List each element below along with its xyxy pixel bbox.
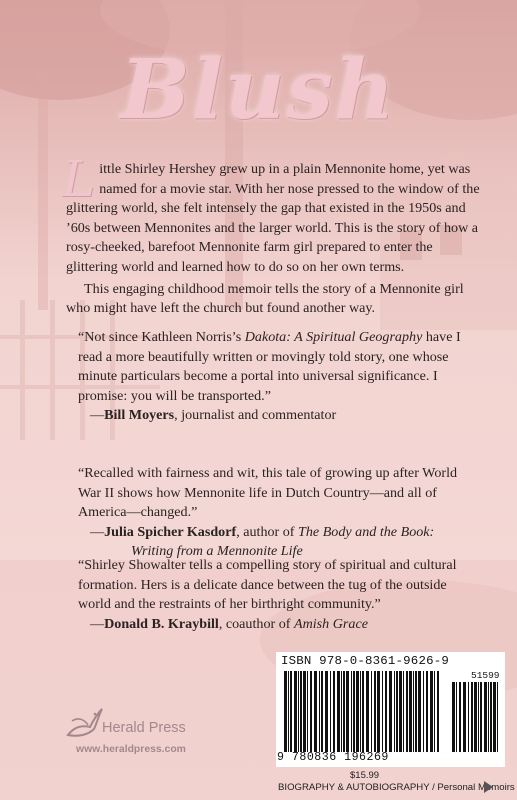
barcode-bar <box>346 671 349 752</box>
barcode-bar <box>406 671 408 752</box>
barcode-bar <box>330 671 331 752</box>
barcode-bar <box>434 671 435 752</box>
barcode-bar <box>493 682 496 752</box>
barcode-bar <box>484 682 487 752</box>
book-category: BIOGRAPHY & AUTOBIOGRAPHY / Personal Memoirs <box>278 782 515 793</box>
dove-icon <box>64 705 104 743</box>
barcode-addon-digits: 51599 <box>471 670 500 681</box>
barcode-bar <box>337 671 340 752</box>
barcode-bar <box>284 671 287 752</box>
endorsement-text: “Shirley Showalter tells a compelling story of spiritual and cultural formation. Hers is a delicate dance between the tug of the outside world and the restraints of her birthright community.” <box>78 557 457 613</box>
barcode-bar <box>290 671 292 752</box>
barcode-bar <box>488 682 489 752</box>
blurb-paragraph-2: This engaging childhood memoir tells the story of a Mennonite girl who might have left the church but found another way. <box>66 280 464 317</box>
barcode-bar <box>360 671 361 752</box>
barcode-bar <box>490 682 492 752</box>
barcode-bar <box>319 671 320 752</box>
barcode-bar <box>423 671 424 752</box>
endorsement-attribution: —Julia Spicher Kasdorf, author of The Body and the Book: <box>90 523 435 540</box>
barcode-bar <box>343 671 345 752</box>
barcode-bar <box>321 671 323 752</box>
publisher-url: www.heraldpress.com <box>76 744 186 755</box>
endorsement-book-title: Writing from a Mennonite Life <box>131 543 303 560</box>
endorsement-2 <box>78 464 483 562</box>
barcode-bar <box>341 671 342 752</box>
barcode-bar <box>385 671 387 752</box>
barcode-bar <box>497 682 498 752</box>
barcode-bar <box>396 671 398 752</box>
endorsement-attribution: —Donald B. Kraybill, coauthor of Amish Grace <box>90 615 368 632</box>
barcode-bar <box>409 671 412 752</box>
barcode-bar <box>300 671 302 752</box>
barcode-bar <box>474 682 477 752</box>
barcode-bar <box>478 682 479 752</box>
barcode-bar <box>430 671 433 752</box>
endorsement-1 <box>78 328 483 426</box>
barcode-bar <box>437 671 439 752</box>
barcode-digits: 9 780836 196269 <box>277 751 389 764</box>
barcode-bar <box>456 682 457 752</box>
endorsement-text: “Recalled with fairness and wit, this tale of growing up after World War II shows how Mennonite life in Dutch Country—and all of America—changed.” <box>78 465 458 521</box>
barcode-bar <box>310 671 312 752</box>
barcode-bar <box>377 671 380 752</box>
barcode-bar <box>415 671 417 752</box>
barcode-bar <box>403 671 404 752</box>
blurb-paragraph-1: ittle Shirley Hershey grew up in a plain Mennonite home, yet was named for a movie star. With her nose pressed to the window of the glittering world, she felt intensely the gap that existed in the 1950s and ’60s between Mennonites and the larger world. This is the story of how a rosy-cheeked, barefoot Mennonite farm girl prepared to enter the glittering world and learned how to do so on her own terms. <box>66 161 480 275</box>
barcode-bar <box>325 671 328 752</box>
barcode-bar <box>333 671 335 752</box>
barcode-bar <box>351 671 352 752</box>
barcode-bars <box>276 652 505 767</box>
barcode-bar <box>389 671 392 752</box>
barcode-bar <box>298 671 299 752</box>
description-blurb <box>62 150 486 319</box>
barcode-bar <box>426 671 428 752</box>
barcode-bar <box>480 682 482 752</box>
drop-cap: L <box>62 150 96 208</box>
endorsement-attribution: —Bill Moyers, journalist and commentator <box>90 407 337 424</box>
barcode-bar <box>294 671 297 752</box>
endorsement-3 <box>78 556 483 634</box>
barcode-bar <box>399 671 402 752</box>
barcode-bar <box>413 671 414 752</box>
barcode-bar <box>471 682 473 752</box>
barcode-bar <box>362 671 364 752</box>
book-title: Blush <box>120 42 397 138</box>
barcode-bar <box>356 671 359 752</box>
barcode-bar <box>288 671 289 752</box>
barcode-bar <box>394 671 395 752</box>
barcode-bar <box>303 671 306 752</box>
barcode-bar <box>468 682 469 752</box>
isbn-label: ISBN 978-0-8361-9626-9 <box>281 654 449 668</box>
barcode-bar <box>366 671 369 752</box>
arrow-marker-icon <box>484 781 493 793</box>
barcode-bar <box>307 671 308 752</box>
barcode-bar <box>371 671 372 752</box>
barcode-bar <box>418 671 421 752</box>
barcode-bar <box>463 682 466 752</box>
endorsement-text: “Not since Kathleen Norris’s Dakota: A Spiritual Geography have I read a more beautifully written or movingly told story, one whose minute particulars become a portal into universal significance. I promise: you will be transported.” <box>78 329 461 404</box>
isbn-barcode <box>276 652 505 767</box>
barcode-bar <box>314 671 317 752</box>
barcode-bar <box>374 671 376 752</box>
barcode-bar <box>459 682 461 752</box>
price: $15.99 <box>350 770 380 781</box>
publisher-name: Herald Press <box>102 720 186 736</box>
barcode-bar <box>353 671 355 752</box>
barcode-bar <box>382 671 383 752</box>
barcode-bar <box>452 682 455 752</box>
